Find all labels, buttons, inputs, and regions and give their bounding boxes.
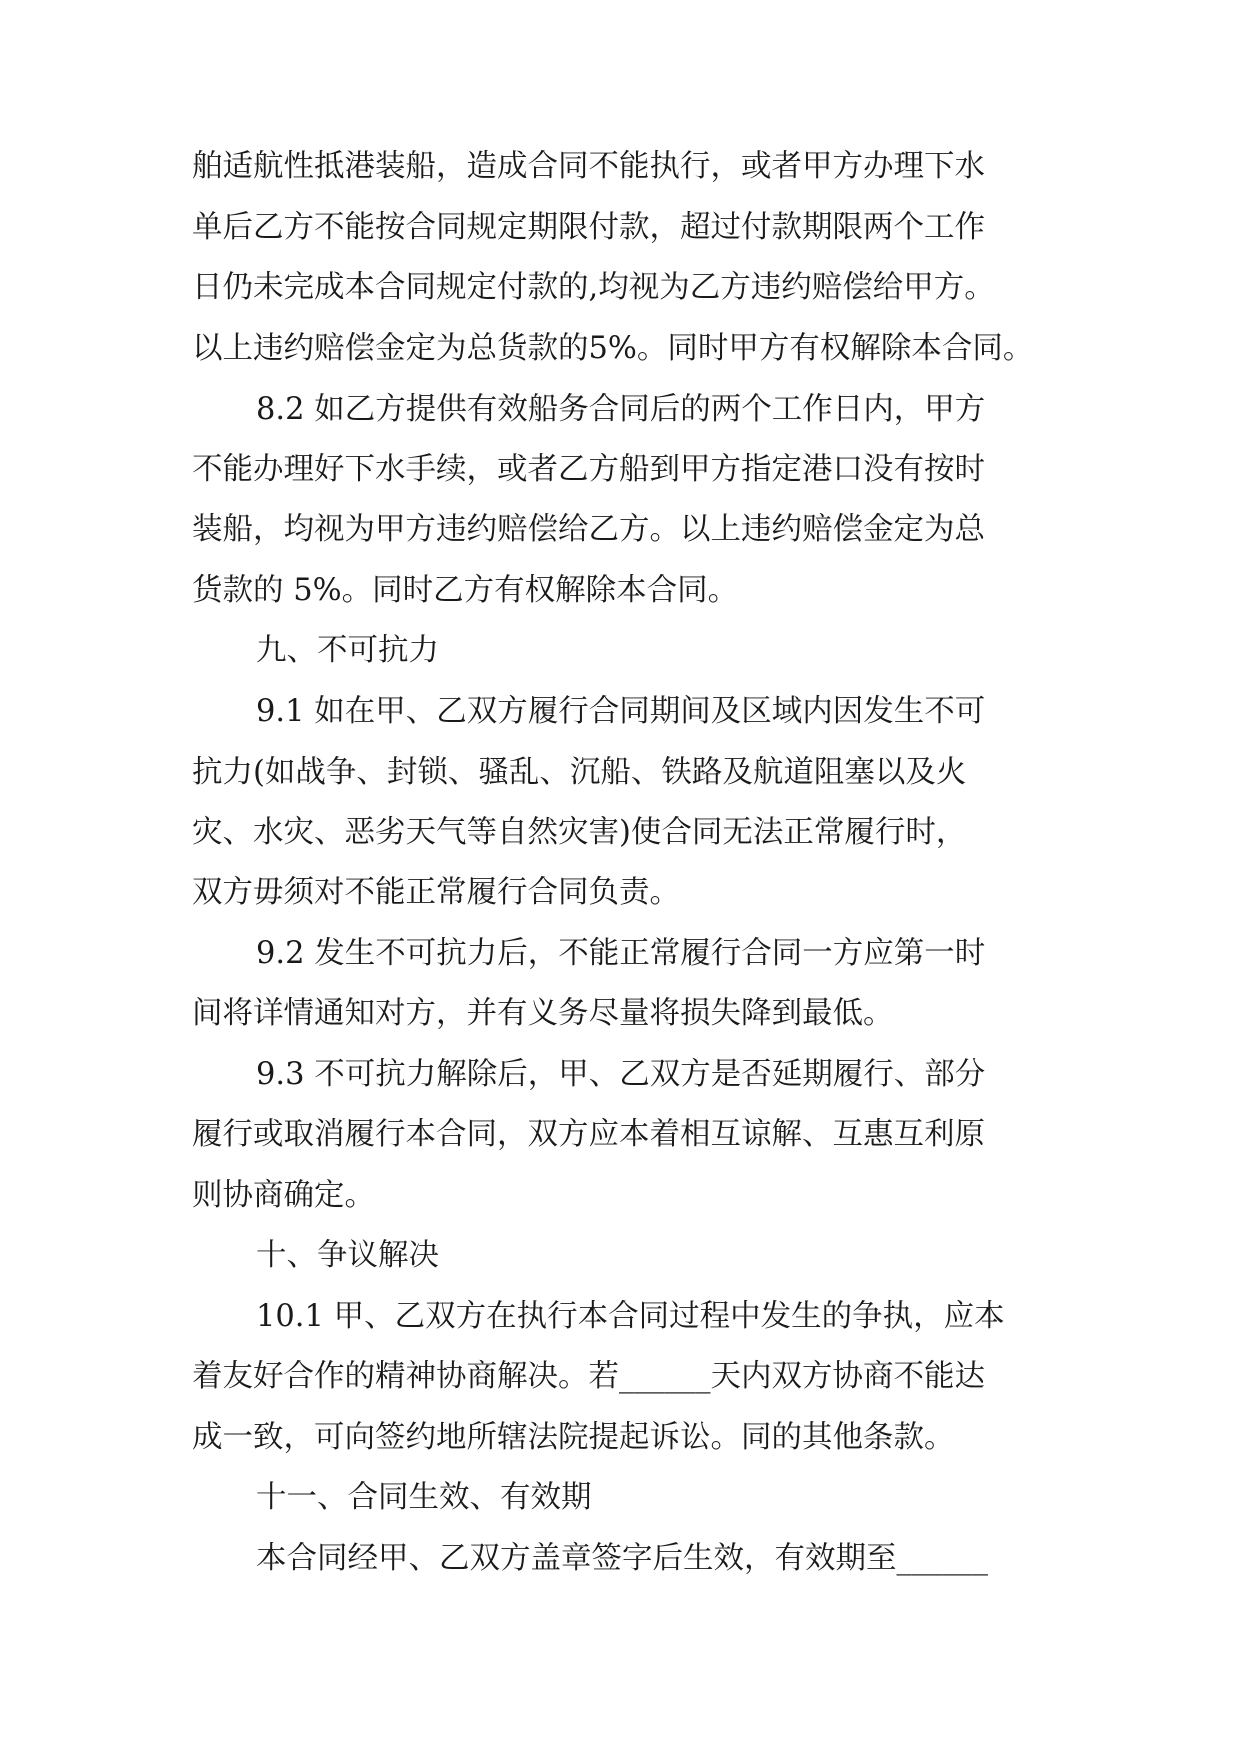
clause-8-2: 8.2 如乙方提供有效船务合同后的两个工作日内，甲方 (256, 392, 986, 427)
text-line-13: 双方毋须对不能正常履行合同负责。 (192, 875, 680, 910)
section-heading-effectiveness: 十一、合同生效、有效期 (256, 1480, 592, 1515)
section-heading-force-majeure: 九、不可抗力 (256, 633, 439, 668)
text-line-7: 装船，均视为甲方违约赔偿给乙方。以上违约赔偿金定为总 (192, 512, 985, 547)
text-line-24: 本合同经甲、乙双方盖章签字后生效，有效期至______ (256, 1541, 988, 1576)
text-line-21: 着友好合作的精神协商解决。若______天内双方协商不能达 (192, 1359, 985, 1394)
text-line-22: 成一致，可向签约地所辖法院提起诉讼。同的其他条款。 (192, 1420, 955, 1455)
text-line-17: 履行或取消履行本合同，双方应本着相互谅解、互惠互利原 (192, 1117, 985, 1152)
text-line-2: 单后乙方不能按合同规定期限付款，超过付款期限两个工作 (192, 210, 985, 245)
text-line-11: 抗力(如战争、封锁、骚乱、沉船、铁路及航道阻塞以及火 (192, 755, 967, 790)
text-line-1: 舶适航性抵港装船，造成合同不能执行，或者甲方办理下水 (192, 149, 985, 184)
text-line-6: 不能办理好下水手续，或者乙方船到甲方指定港口没有按时 (192, 452, 985, 487)
clause-10-1: 10.1 甲、乙双方在执行本合同过程中发生的争执，应本 (256, 1299, 1005, 1334)
clause-9-1: 9.1 如在甲、乙双方履行合同期间及区域内因发生不可 (256, 694, 986, 729)
text-line-15: 间将详情通知对方，并有义务尽量将损失降到最低。 (192, 996, 894, 1031)
text-line-4: 以上违约赔偿金定为总货款的5%。同时甲方有权解除本合同。 (192, 331, 1034, 366)
clause-9-2: 9.2 发生不可抗力后，不能正常履行合同一方应第一时 (256, 936, 986, 971)
text-line-3: 日仍未完成本合同规定付款的,均视为乙方违约赔偿给甲方。 (192, 270, 995, 305)
text-line-8: 货款的 5%。同时乙方有权解除本合同。 (192, 573, 739, 608)
text-line-18: 则协商确定。 (192, 1178, 375, 1213)
clause-9-3: 9.3 不可抗力解除后，甲、乙双方是否延期履行、部分 (256, 1057, 986, 1092)
text-line-12: 灾、水灾、恶劣天气等自然灾害)使合同无法正常履行时， (192, 815, 967, 850)
section-heading-dispute: 十、争议解决 (256, 1238, 439, 1273)
